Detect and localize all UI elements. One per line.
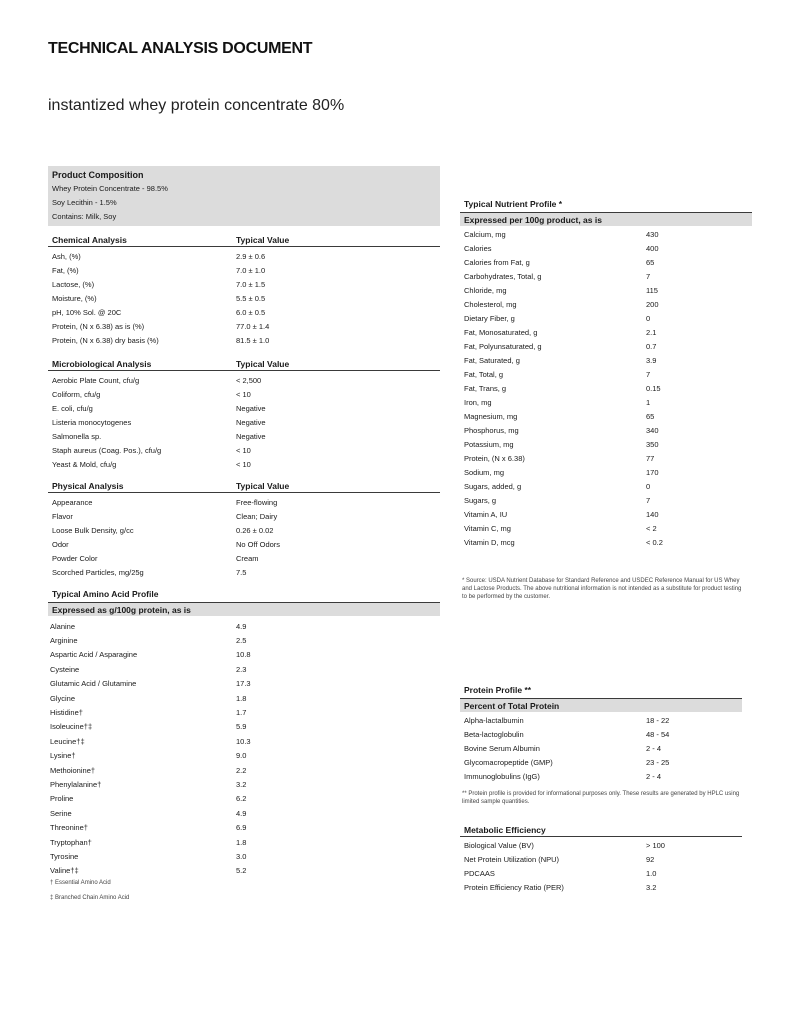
row-label: Vitamin D, mcg <box>464 537 515 547</box>
table-row <box>48 749 440 763</box>
table-row <box>460 367 752 381</box>
nutrient-footnote: * Source: USDA Nutrient Database for Standard Reference and USDEC Reference Manual for US Whey and Lactose Products. The above nutritional information is not intended as a substitute for product testing to be performed by the customer. <box>462 578 742 600</box>
row-label: Chloride, mg <box>464 285 507 295</box>
row-value: 2.1 <box>646 327 657 337</box>
nutrient-profile <box>460 199 752 601</box>
composition-line: Soy Lecithin - 1.5% <box>52 198 117 207</box>
protein-profile-footnote: ** Protein profile is provided for informational purposes only. These results are generated by HPLC using limited sample quantities. <box>462 791 740 805</box>
row-value: < 2 <box>646 523 657 533</box>
table-row <box>460 755 742 769</box>
row-value: 9.0 <box>236 751 247 761</box>
table-row <box>48 495 440 509</box>
row-label: Yeast & Mold, cfu/g <box>52 459 117 469</box>
microbiological-analysis-table <box>48 358 440 471</box>
row-label: Fat, Total, g <box>464 369 504 379</box>
row-value: 4.9 <box>236 808 247 818</box>
table-row <box>48 291 440 305</box>
table-row <box>48 648 440 662</box>
row-label: Calories from Fat, g <box>464 257 530 267</box>
row-value: 3.2 <box>236 779 247 789</box>
row-label: Alanine <box>50 621 76 631</box>
row-label: Leucine†‡ <box>50 736 85 746</box>
table-row <box>48 777 440 791</box>
row-value: 77.0 ± 1.4 <box>236 321 270 331</box>
row-label: Fat, Saturated, g <box>464 355 520 365</box>
row-value: 6.2 <box>236 794 247 804</box>
row-value: 0.15 <box>646 383 661 393</box>
table-row <box>460 521 752 535</box>
table-row <box>460 381 752 395</box>
row-label: Sugars, added, g <box>464 481 522 491</box>
row-value: 5.5 ± 0.5 <box>236 293 266 303</box>
row-value: 115 <box>646 285 658 295</box>
chemical-header <box>48 234 440 247</box>
row-value: Clean; Dairy <box>236 511 278 521</box>
row-label: Tryptophan† <box>50 837 92 847</box>
table-row <box>460 713 742 727</box>
row-label: Flavor <box>52 511 73 521</box>
row-value: 2 - 4 <box>646 743 662 753</box>
row-label: Sugars, g <box>464 495 497 505</box>
composition-title: Product Composition <box>52 170 144 180</box>
essential-amino-note: † Essential Amino Acid <box>50 880 111 887</box>
row-value: 350 <box>646 439 659 449</box>
row-label: Calories <box>464 243 492 253</box>
row-label: Biological Value (BV) <box>464 840 534 850</box>
row-value: 430 <box>646 229 659 239</box>
row-value: 2 - 4 <box>646 771 662 781</box>
row-value: Free-flowing <box>236 497 278 507</box>
protein-profile <box>460 685 742 806</box>
row-value: 2.2 <box>236 765 247 775</box>
row-value: 2.9 ± 0.6 <box>236 251 266 261</box>
value-column-header: Typical Value <box>236 481 290 491</box>
table-row <box>48 429 440 443</box>
table-row <box>48 565 440 579</box>
row-label: Aerobic Plate Count, cfu/g <box>52 375 140 385</box>
row-value: 400 <box>646 243 659 253</box>
physical-analysis-table <box>48 480 440 579</box>
row-value: 0.7 <box>646 341 657 351</box>
row-value: 10.8 <box>236 650 251 660</box>
row-value: 5.2 <box>236 866 247 876</box>
row-label: Lysine† <box>50 751 76 761</box>
row-value: 0 <box>646 313 651 323</box>
row-label: Valine†‡ <box>50 866 79 876</box>
row-label: Listeria monocytogenes <box>52 417 132 427</box>
row-label: Vitamin A, IU <box>464 509 508 519</box>
chemical-analysis-table <box>48 234 440 347</box>
row-label: Staph aureus (Coag. Pos.), cfu/g <box>52 445 162 455</box>
table-row <box>48 263 440 277</box>
table-row <box>48 633 440 647</box>
row-label: Phosphorus, mg <box>464 425 519 435</box>
row-value: 48 - 54 <box>646 729 670 739</box>
table-row <box>48 415 440 429</box>
row-value: 7 <box>646 369 651 379</box>
row-value: 1 <box>646 397 651 407</box>
row-value: 7.0 ± 1.5 <box>236 279 266 289</box>
table-row <box>48 691 440 705</box>
metabolic-header: Metabolic Efficiency <box>460 824 742 837</box>
document-title: TECHNICAL ANALYSIS DOCUMENT <box>48 40 313 57</box>
row-value: 17.3 <box>236 679 251 689</box>
row-label: Coliform, cfu/g <box>52 389 101 399</box>
table-row <box>48 720 440 734</box>
row-value: 92 <box>646 854 655 864</box>
row-value: 3.2 <box>646 882 657 892</box>
table-row <box>48 443 440 457</box>
row-label: Cysteine <box>50 664 80 674</box>
row-label: Immunoglobulins (IgG) <box>464 771 540 781</box>
row-value: 6.0 ± 0.5 <box>236 307 266 317</box>
row-label: Aspartic Acid / Asparagine <box>50 650 138 660</box>
amino-title: Typical Amino Acid Profile <box>52 589 159 599</box>
row-label: Fat, (%) <box>52 265 79 275</box>
composition-line: Whey Protein Concentrate - 98.5% <box>52 184 168 193</box>
row-value: < 10 <box>236 389 251 399</box>
table-row <box>460 297 752 311</box>
table-row <box>460 769 742 783</box>
row-label: Protein, (N x 6.38) as is (%) <box>52 321 145 331</box>
table-row <box>48 373 440 387</box>
row-value: 2.3 <box>236 664 247 674</box>
micro-header <box>48 358 440 371</box>
table-row <box>48 864 440 878</box>
row-label: E. coli, cfu/g <box>52 403 93 413</box>
row-label: Glutamic Acid / Glutamine <box>50 679 137 689</box>
row-value: 170 <box>646 467 659 477</box>
table-row <box>460 227 752 241</box>
row-label: Arginine <box>50 636 78 646</box>
row-value: 7 <box>646 495 651 505</box>
row-label: Fat, Polyunsaturated, g <box>464 341 542 351</box>
row-label: Phenylalanine† <box>50 779 102 789</box>
row-value: 3.0 <box>236 851 247 861</box>
row-value: 5.9 <box>236 722 247 732</box>
branched-chain-note: ‡ Branched Chain Amino Acid <box>50 895 130 902</box>
row-label: Calcium, mg <box>464 229 506 239</box>
amino-acid-profile <box>48 589 440 902</box>
row-label: Methoionine† <box>50 765 96 775</box>
table-row <box>460 437 752 451</box>
row-label: Iron, mg <box>464 397 492 407</box>
row-value: 7.5 <box>236 567 247 577</box>
table-row <box>48 820 440 834</box>
row-value: Negative <box>236 403 266 413</box>
table-row <box>460 727 742 741</box>
table-row <box>460 255 752 269</box>
row-value: 200 <box>646 299 659 309</box>
row-value: 3.9 <box>646 355 657 365</box>
table-row <box>460 852 742 866</box>
nutrient-title: Typical Nutrient Profile * <box>464 199 563 209</box>
table-row <box>460 465 752 479</box>
row-value: 65 <box>646 257 655 267</box>
row-label: PDCAAS <box>464 868 495 878</box>
product-composition-box <box>48 166 440 226</box>
table-row <box>48 849 440 863</box>
table-row <box>48 619 440 633</box>
table-row <box>460 493 752 507</box>
table-row <box>460 325 752 339</box>
table-row <box>460 395 752 409</box>
table-row <box>48 734 440 748</box>
table-row <box>48 333 440 347</box>
row-label: Glycomacropeptide (GMP) <box>464 757 553 767</box>
row-label: Odor <box>52 539 69 549</box>
row-label: Vitamin C, mg <box>464 523 511 533</box>
row-value: 0 <box>646 481 651 491</box>
metabolic-efficiency-table <box>460 824 742 894</box>
row-label: Proline <box>50 794 74 804</box>
nutrient-sub-header: Expressed per 100g product, as is <box>460 212 752 226</box>
amino-sub-header: Expressed as g/100g protein, as is <box>48 602 440 616</box>
row-value: Negative <box>236 417 266 427</box>
row-value: 340 <box>646 425 659 435</box>
row-label: Scorched Particles, mg/25g <box>52 567 144 577</box>
row-value: 4.9 <box>236 621 247 631</box>
table-row <box>460 451 752 465</box>
table-row <box>460 339 752 353</box>
table-row <box>460 311 752 325</box>
table-row <box>48 806 440 820</box>
table-row <box>460 269 752 283</box>
table-row <box>48 457 440 471</box>
table-row <box>48 387 440 401</box>
table-row <box>48 509 440 523</box>
table-row <box>460 283 752 297</box>
table-row <box>48 705 440 719</box>
table-row <box>48 537 440 551</box>
row-label: Powder Color <box>52 553 98 563</box>
section-title: Chemical Analysis <box>52 235 127 245</box>
row-value: 0.26 ± 0.02 <box>236 525 274 535</box>
row-value: < 10 <box>236 459 251 469</box>
row-label: Ash, (%) <box>52 251 81 261</box>
row-value: 1.8 <box>236 693 247 703</box>
row-value: Cream <box>236 553 259 563</box>
row-value: No Off Odors <box>236 539 281 549</box>
row-label: Moisture, (%) <box>52 293 97 303</box>
table-row <box>460 479 752 493</box>
row-label: Net Protein Utilization (NPU) <box>464 854 560 864</box>
table-row <box>48 662 440 676</box>
value-column-header: Typical Value <box>236 359 290 369</box>
row-label: Appearance <box>52 497 93 507</box>
table-row <box>48 305 440 319</box>
row-value: 1.8 <box>236 837 247 847</box>
section-title: Physical Analysis <box>52 481 124 491</box>
row-label: Salmonella sp. <box>52 431 102 441</box>
table-row <box>48 249 440 263</box>
row-label: Magnesium, mg <box>464 411 518 421</box>
row-label: Glycine <box>50 693 76 703</box>
row-value: 81.5 ± 1.0 <box>236 335 270 345</box>
table-row <box>48 677 440 691</box>
table-row <box>48 319 440 333</box>
row-label: Beta-lactoglobulin <box>464 729 524 739</box>
row-label: Protein, (N x 6.38) dry basis (%) <box>52 335 159 345</box>
table-row <box>48 551 440 565</box>
row-value: 7 <box>646 271 651 281</box>
table-row <box>48 401 440 415</box>
table-row <box>460 535 752 549</box>
row-label: Dietary Fiber, g <box>464 313 515 323</box>
row-label: Tyrosine <box>50 851 79 861</box>
row-label: Protein, (N x 6.38) <box>464 453 525 463</box>
section-title: Microbiological Analysis <box>52 359 152 369</box>
table-row <box>460 409 752 423</box>
table-row <box>48 792 440 806</box>
table-row <box>460 423 752 437</box>
row-label: Alpha-lactalbumin <box>464 715 524 725</box>
composition-line: Contains: Milk, Soy <box>52 212 117 221</box>
physical-header <box>48 480 440 493</box>
table-row <box>460 880 742 894</box>
row-value: 2.5 <box>236 636 247 646</box>
row-value: 10.3 <box>236 736 251 746</box>
row-value: 7.0 ± 1.0 <box>236 265 266 275</box>
row-label: Loose Bulk Density, g/cc <box>52 525 134 535</box>
table-row <box>48 523 440 537</box>
row-label: Potassium, mg <box>464 439 514 449</box>
row-label: Bovine Serum Albumin <box>464 743 540 753</box>
row-label: Histidine† <box>50 708 83 718</box>
product-name: instantized whey protein concentrate 80% <box>48 97 345 114</box>
row-value: Negative <box>236 431 266 441</box>
row-label: Isoleucine†‡ <box>50 722 93 732</box>
row-label: Fat, Trans, g <box>464 383 507 393</box>
table-row <box>460 866 742 880</box>
row-value: < 0.2 <box>646 537 663 547</box>
row-value: 77 <box>646 453 655 463</box>
row-label: Fat, Monosaturated, g <box>464 327 538 337</box>
row-label: Cholesterol, mg <box>464 299 517 309</box>
table-row <box>48 277 440 291</box>
row-value: 23 - 25 <box>646 757 670 767</box>
table-row <box>460 838 742 852</box>
table-row <box>48 763 440 777</box>
row-value: < 2,500 <box>236 375 262 385</box>
row-value: 6.9 <box>236 823 247 833</box>
table-row <box>460 241 752 255</box>
protein-profile-title: Protein Profile ** <box>464 685 532 695</box>
row-label: Serine <box>50 808 72 818</box>
row-value: 1.0 <box>646 868 657 878</box>
row-value: 18 - 22 <box>646 715 670 725</box>
row-label: Protein Efficiency Ratio (PER) <box>464 882 564 892</box>
table-row <box>460 741 742 755</box>
row-label: Threonine† <box>50 823 88 833</box>
row-value: 65 <box>646 411 655 421</box>
table-row <box>460 507 752 521</box>
row-value: < 10 <box>236 445 251 455</box>
row-value: 1.7 <box>236 708 247 718</box>
protein-profile-sub-header: Percent of Total Protein <box>460 698 742 712</box>
row-value: > 100 <box>646 840 665 850</box>
row-label: Lactose, (%) <box>52 279 95 289</box>
row-value: 140 <box>646 509 659 519</box>
row-label: pH, 10% Sol. @ 20C <box>52 307 122 317</box>
value-column-header: Typical Value <box>236 235 290 245</box>
table-row <box>460 353 752 367</box>
table-row <box>48 835 440 849</box>
row-label: Carbohydrates, Total, g <box>464 271 542 281</box>
row-label: Sodium, mg <box>464 467 505 477</box>
